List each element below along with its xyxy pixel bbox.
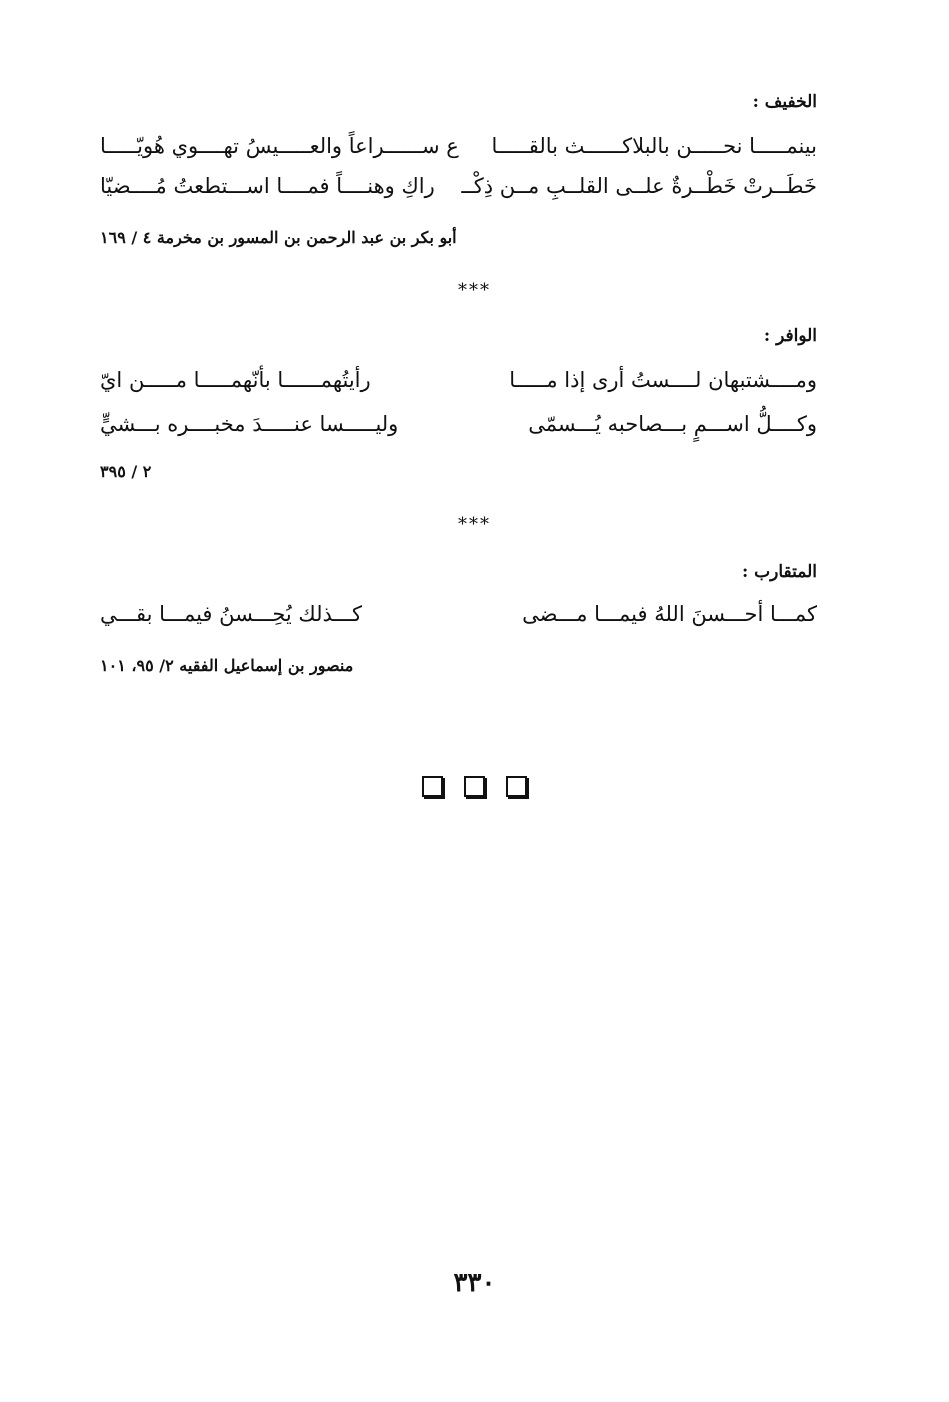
verse-line xyxy=(100,602,817,636)
source-reference: منصور بن إسماعيل الفقيه ٢/ ٩٥، ١٠١ xyxy=(100,656,354,675)
section-separator: *** xyxy=(458,514,491,535)
verse-second-hemistich: وليـــــسا عنـــــدَ مخبــــره بـــشيٍّ xyxy=(100,412,399,436)
meter-heading-mutaqarib: المتقارب : xyxy=(741,562,817,582)
end-square-icon xyxy=(506,776,527,797)
end-square-icon xyxy=(422,776,443,797)
verse-first-hemistich: بينمـــــا نحـــــن بالبلاكــــــث بالقـــــا xyxy=(491,134,817,158)
verse-second-hemistich: ع ســــــراعاً والعـــــيسُ تهــــوي هُويّـــــا xyxy=(100,134,459,158)
verse-first-hemistich: خَطَــرتْ خَطْــرةٌ علــى القلــبِ مــن ذِكْــ xyxy=(461,174,817,198)
source-reference: ٢ / ٣٩٥ xyxy=(100,462,152,481)
verse-line xyxy=(100,134,817,168)
source-reference: أبو بكر بن عبد الرحمن بن المسور بن مخرمة ٤ / ١٦٩ xyxy=(100,228,457,247)
verse-second-hemistich: راكِ وهنــــاً فمــــا اســـتطعتُ مُــــضيّا xyxy=(100,174,435,198)
verse-first-hemistich: ومــــشتبهان لــــستُ أرى إذا مـــــا xyxy=(509,368,817,392)
section-separator: *** xyxy=(458,280,491,301)
verse-line xyxy=(100,368,817,402)
verse-first-hemistich: وكــــلُّ اســـمٍ بـــصاحبه يُـــسمّى xyxy=(528,412,817,436)
verse-second-hemistich: كـــذلك يُحِـــسنُ فيمـــا بقـــي xyxy=(100,602,362,626)
verse-second-hemistich: رأيتُهمــــــا بأنّهمـــــا مـــــن ايّ xyxy=(100,368,371,392)
meter-heading-khafif: الخفيف : xyxy=(752,92,817,112)
chapter-end-marks xyxy=(0,776,949,797)
verse-first-hemistich: كمـــا أحـــسنَ اللهُ فيمـــا مـــضى xyxy=(522,602,817,626)
verse-line xyxy=(100,174,817,208)
end-square-icon xyxy=(464,776,485,797)
page-number: ٣٣٠ xyxy=(453,1268,496,1298)
meter-heading-wafir: الوافر : xyxy=(763,326,817,346)
verse-line xyxy=(100,412,817,446)
